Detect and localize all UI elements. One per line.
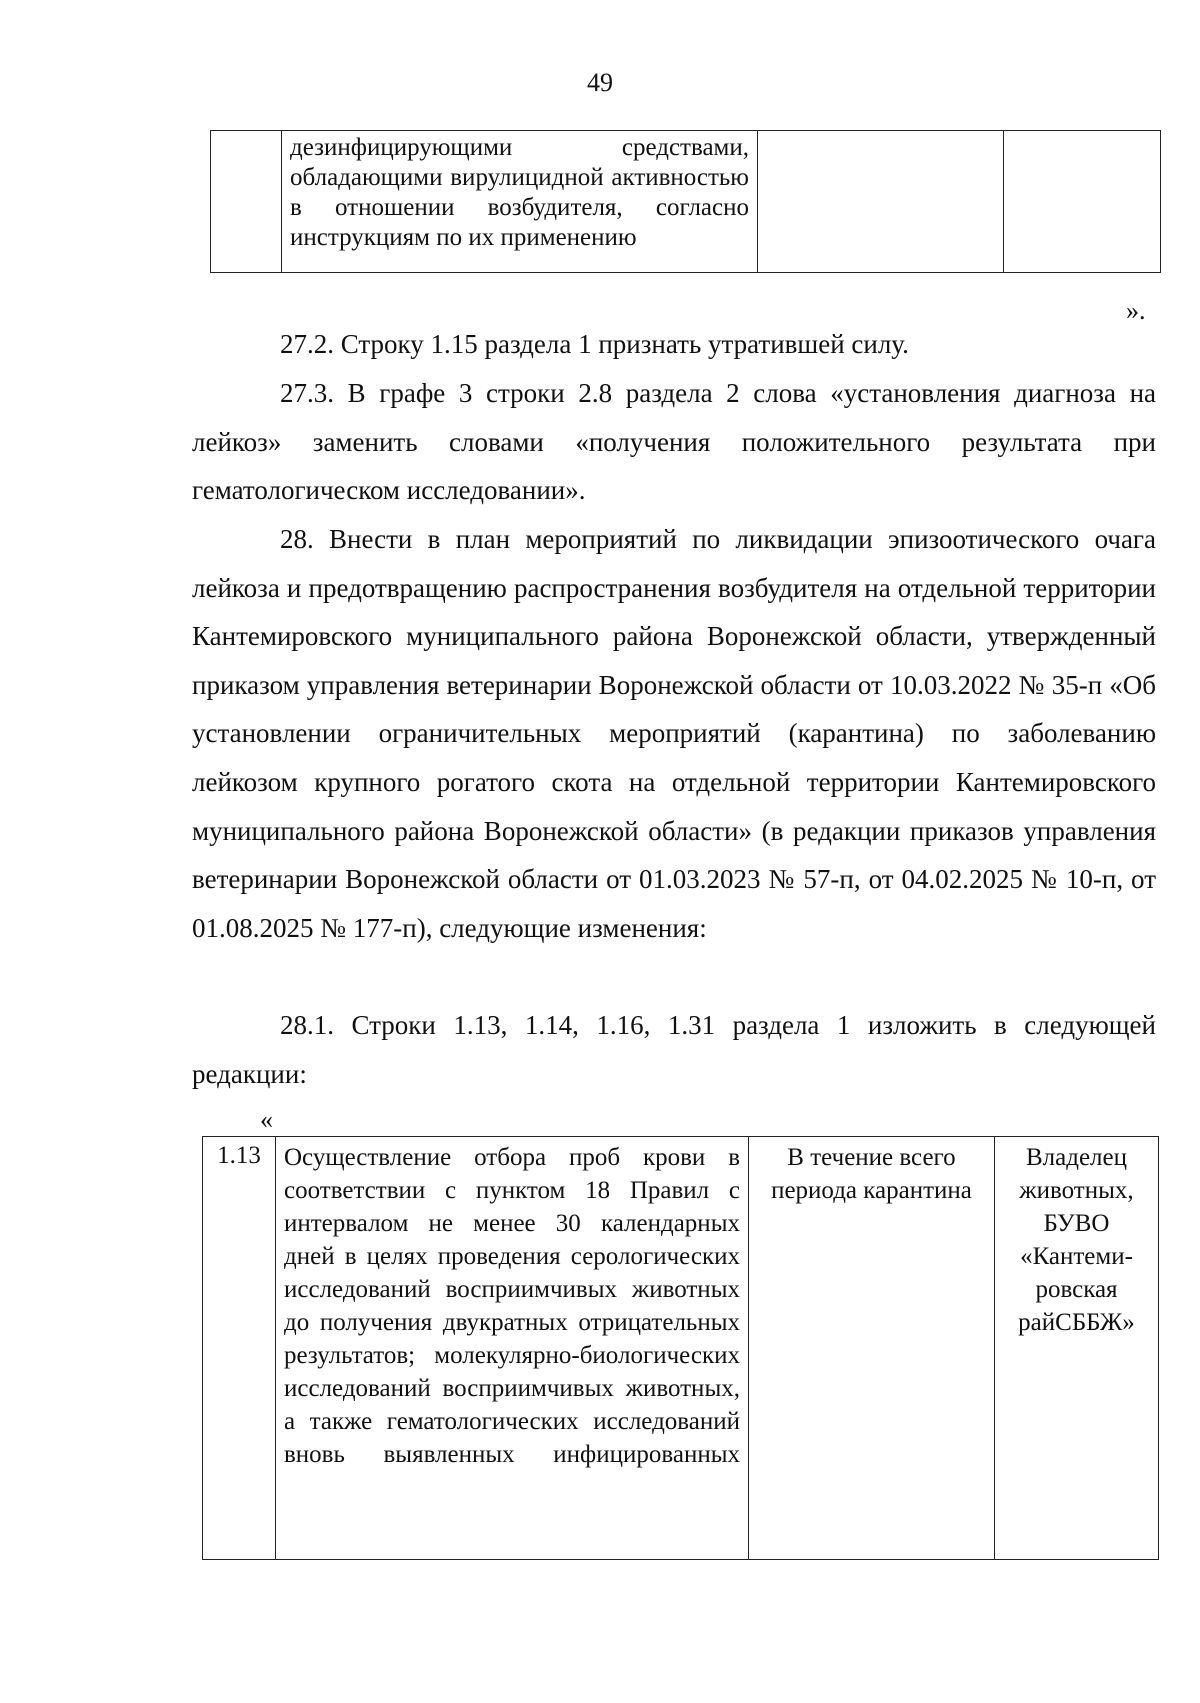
opening-quote: « [260,1105,273,1134]
page-number: 49 [587,68,613,97]
continuation-table [210,130,1161,273]
term-text: В течение всего периода карантина [771,1144,972,1204]
plan-table [202,1136,1159,1560]
table-row [211,131,1161,273]
measure-text: дезинфицирующими средствами, обладающими вирулицидной активностью в отношении возбудителя, согласно инструкциям по их применению [290,134,749,251]
table-cell-measure [282,131,758,273]
closing-quote: ». [1126,296,1146,325]
paragraph-28-1: 28.1. Строки 1.13, 1.14, 1.16, 1.31 раздела 1 изложить в следующей редакции: [192,1010,1156,1089]
table-cell-number [203,1137,276,1560]
paragraph-28: 28. Внести в план мероприятий по ликвидации эпизоотического очага лейкоза и предотвращению распространения возбудителя на отдельной территории Кантемировского муниципального района Воронежской области, утвержденный приказом управления ветеринарии Воронежской области от 10.03.2022 № 35-п «Об установлении ограничительных мероприятий (карантина) по заболеванию лейкозом крупного рогатого скота на отдельной территории Кантемировского муниципального района Воронежской области» (в редакции приказов управления ветеринарии Воронежской области от 01.03.2023 № 57-п, от 04.02.2025 № 10-п, от 01.08.2025 № 177-п), следующие изменения: [192,524,1156,943]
table-cell-responsible [1004,131,1161,273]
table-cell-responsible [995,1137,1159,1560]
table-cell-term [749,1137,995,1560]
table-row [203,1137,1159,1560]
measure-text: Осуществление отбора проб крови в соответствии с пунктом 18 Правил с интервалом не менее 30 календарных дней в целях проведения серологических исследований восприимчивых животных до получения двукратных отрицательных результатов; молекулярно-биологических исследований восприимчивых животных, а также гематологических исследований вновь выявленных инфицированных [284,1144,740,1468]
row-number: 1.13 [217,1142,261,1169]
paragraph-27-3: 27.3. В графе 3 строки 2.8 раздела 2 слова «установления диагноза на лейкоз» заменить словами «получения положительного результата при гематологическом исследовании». [192,378,1156,506]
paragraph-27-2: 27.2. Строку 1.15 раздела 1 признать утратившей силу. [280,329,909,359]
responsible-text: Владелец животных, БУВО «Кантеми-ровская райСББЖ» [1018,1144,1135,1336]
table-cell-measure [276,1137,749,1560]
table-cell-term [758,131,1004,273]
table-cell-number [211,131,282,273]
